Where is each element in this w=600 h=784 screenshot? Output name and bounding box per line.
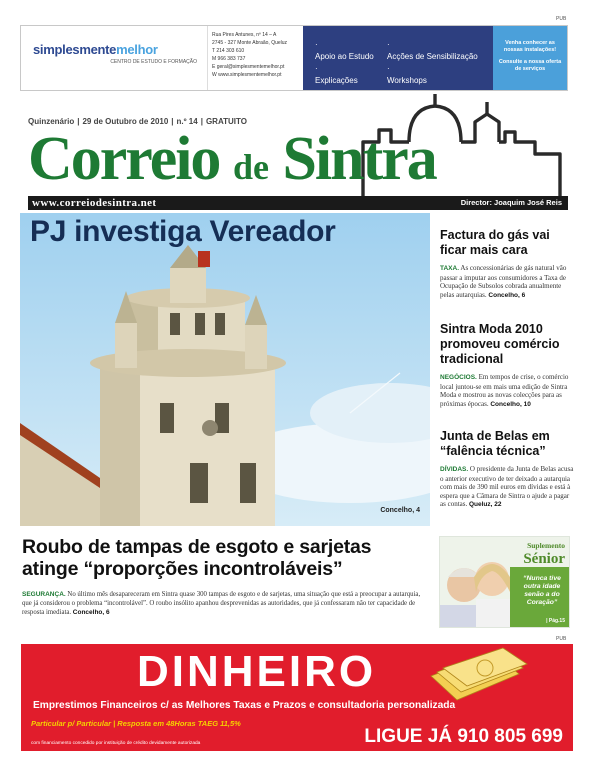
issue-date: 29 de Outubro de 2010 [82,117,169,126]
ad-contact-line: T 214 303 610 [212,48,245,54]
senior-supplement[interactable] [439,536,570,628]
second-story-ref: Concelho, 6 [72,609,110,616]
ad-service-item: · Acções de Sensibilização [387,40,478,61]
sidebar-kicker: DÍVIDAS. [440,466,469,473]
ad-brand-logo [33,42,207,57]
senior-quote: “Nunca tive outra idade senão a do Coração” [523,575,561,606]
sidebar-story[interactable] [440,228,574,300]
ad-service-item: · Workshops [387,64,427,85]
ad-services-menu [303,26,493,109]
ad-service-item: · Formação [315,88,352,109]
ad-brand-part1: simplesmente [33,42,117,57]
sidebar-headline[interactable]: Junta de Belas em “falência técnica” [440,429,550,458]
issue-info: Quinzenário | 29 de Outubro de 2010 | n.º 14 | GRATUITO [28,117,247,126]
bottom-advertisement[interactable] [21,644,573,751]
sidebar-ref: Concelho, 6 [488,291,526,299]
hero-page-ref: Concelho, 4 [380,507,420,514]
senior-title: Sénior [523,551,565,567]
sidebar-summary [440,264,574,300]
director-credit: Director: Joaquim José Reis [460,198,562,207]
ad-contact-line: Rua Pires Antunes, nº 14 – A [212,32,277,38]
banknotes-icon [423,646,533,704]
hero-headline[interactable]: PJ investiga Vereador [30,215,336,248]
ad-service-item: · Festas Temáticas [387,88,450,109]
ad-visit-text: Consulte a nossa oferta de serviços [498,59,562,72]
ad-contact-line[interactable]: E geral@simplesmentemelhor.pt [212,64,285,70]
ad-visit-text: Venha conhecer as nossas instalações! [503,40,557,53]
sidebar-kicker: TAXA. [440,265,460,272]
pub-marker-bottom: PUB [556,636,567,642]
ad-footnote: com financiamento concedido por instituição de crédito devidamente autorizada [31,741,201,746]
sidebar-summary [440,373,574,409]
sidebar-ref: Queluz, 22 [468,501,502,509]
ad-offer-row: Particular p/ Particular | Resposta em 48Horas TAEG 11,5% [31,719,241,728]
ad-brand-part2: melhor [116,42,158,57]
second-story-summary [22,590,426,617]
ad-phone[interactable]: LIGUE JÁ 910 805 699 [364,726,563,747]
title-de: de [232,147,269,187]
issue-price: GRATUITO [205,117,247,126]
sidebar-headline[interactable]: Factura do gás vai ficar mais cara [440,228,550,257]
ad-service-item: · Apoio ao Estudo [315,40,374,61]
sidebar-text: As concessionárias de gás natural vão passar a imputar aos consumidores a Taxa de Ocupação de Subsolos cobrada anualmente pelas autarquias. [440,264,567,299]
ad-visit-block[interactable] [493,26,567,90]
issue-number: n.º 14 [176,117,198,126]
title-part-1: Correio [28,125,220,193]
newspaper-title [28,125,436,193]
sidebar-text: O presidente da Junta de Belas acusa o anterior executivo de ter deixado a autarquia com mais de 390 mil euros em dívidas e está à espera que a Câmara de Sintra o ajude a pagar as contas. [440,465,574,509]
hero-photo-tower [20,213,430,526]
ad-tagline: Emprestimos Financeiros c/ as Melhores Taxas e Prazos e consultadoria personalizada [33,700,456,711]
periodicity: Quinzenário [28,117,75,126]
newspaper-url[interactable]: www.correiodesintra.net [32,197,157,209]
senior-label: Suplemento [527,541,565,550]
ad-contact-block [207,26,303,90]
sidebar-story[interactable] [440,322,574,409]
ad-brand-subtitle: CENTRO DE ESTUDO E FORMAÇÃO [110,59,197,65]
sidebar-ref: Concelho, 10 [490,400,531,408]
ad-contact-line: 2745 - 327 Monte Abraão, Queluz [212,40,288,46]
title-part-2: Sintra [282,125,436,193]
sidebar-summary [440,465,574,510]
sidebar-headline[interactable]: Sintra Moda 2010 promoveu comércio tradicional [440,322,560,366]
ad-contact-line[interactable]: W www.simplesmentemelhor.pt [212,72,282,78]
masthead-bar [28,196,568,210]
second-story-kicker: SEGURANÇA. [22,591,66,598]
ad-brand-block [21,26,207,90]
top-advertisement[interactable] [20,25,568,109]
sidebar-story[interactable] [440,429,574,510]
ad-service-item: · Explicações [315,64,358,85]
ad-contact-line: M 966 383 737 [212,56,246,62]
second-story-headline[interactable]: Roubo de tampas de esgoto e sarjetas atinge “proporções incontroláveis” [22,536,372,580]
ad-title: DINHEIRO [137,647,377,696]
sidebar-kicker: NEGÓCIOS. [440,374,477,381]
hero-story[interactable] [20,213,430,526]
sidebar-text: Em tempos de crise, o comércio local juntou-se em mais uma edição de Sintra Moda e mostrou as novas colecções para as próximas épocas. [440,373,569,408]
second-story-text: No último mês desapareceram em Sintra quase 300 tampas de esgoto e de sarjetas, uma situação que está a preocupar a autarquia, que já considerou o problema “incontrolável”. O roubo insólito apanhou desprevenidas as autoridades, que já confessaram não ter capacidade de resposta imediata. [22,591,421,616]
pub-marker-top: PUB [556,16,567,22]
senior-page-ref: | Pág.15 [546,618,565,624]
